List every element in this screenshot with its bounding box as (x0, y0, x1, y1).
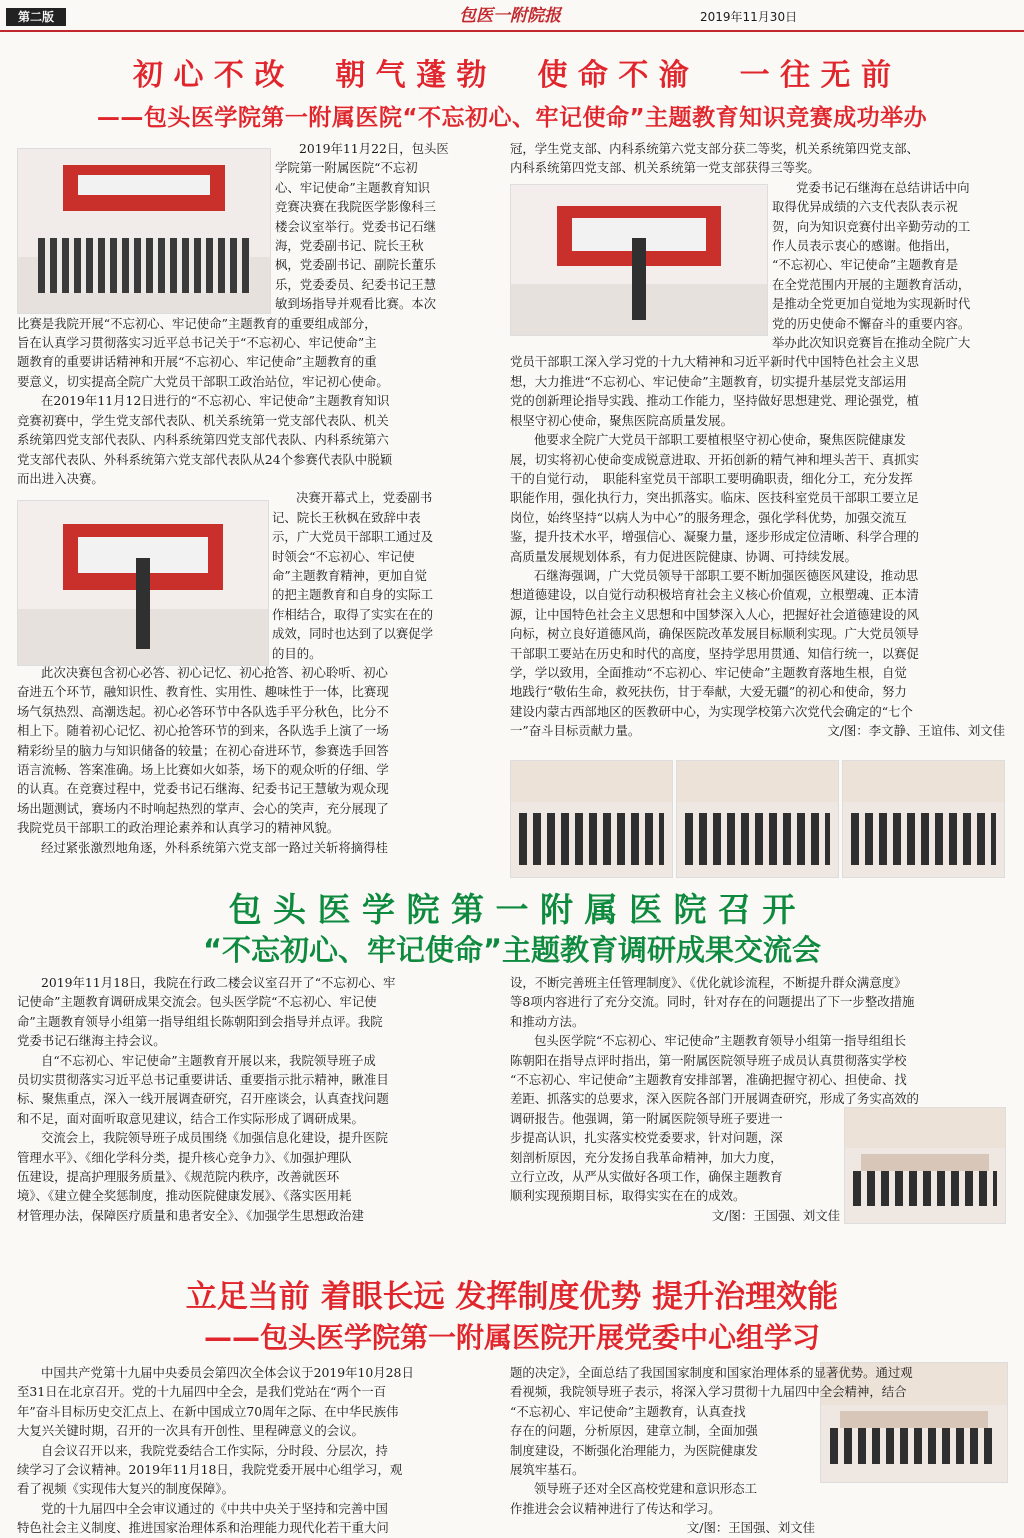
text-line: 根坚守初心使命，聚焦医院高质量发展。 (510, 412, 734, 428)
text-line: 而出进入决赛。 (17, 470, 104, 486)
text-line: 制度建设，不断强化治理能力，为医院健康发 (510, 1442, 758, 1458)
text-line: 竞赛初赛中，学生党支部代表队、机关系统第一党支部代表队、机关 (17, 412, 389, 428)
text-line: 建设内蒙古西部地区的医教研中心，为实现学校第六次党代会确定的“七个 (510, 703, 913, 719)
text-line: 此次决赛包含初心必答、初心记忆、初心抢答、初心聆听、初心 (41, 664, 388, 680)
article2-title: 包 头 医 学 院 第 一 附 属 医 院 召 开 (228, 890, 796, 929)
text-line: 员切实贯彻落实习近平总书记重要讲话、重要指示批示精神，瞅准目 (17, 1072, 389, 1088)
text-line: 2019年11月22日，包头医 (299, 141, 449, 156)
text-line: 岗位，始终坚持“以病人为中心”的服务理念，强化学科优势，加强交流互 (510, 509, 907, 525)
issue-date: 2019年11月30日 (700, 10, 798, 24)
text-line: 他要求全院广大党员干部职工要植根坚守初心使命，聚焦医院健康发 (534, 432, 906, 448)
text-line: 时领会“不忘初心、牢记使 (272, 548, 415, 564)
text-line: 续学习了会议精神。2019年11月18日，我院党委开展中心组学习，观 (17, 1462, 403, 1478)
text-line: 要意义，切实提高全院广大党员干部职工政治站位，牢记初心使命。 (17, 373, 389, 389)
text-line: 包头医学院“不忘初心、牢记使命”主题教育领导小组第一指导组组长 (534, 1033, 906, 1049)
text-line: 看了视频《实现伟大复兴的制度保障》。 (17, 1481, 234, 1497)
text-line: 场气氛热烈、高潮迭起。初心必答环节中各队选手平分秋色，比分不 (17, 703, 389, 719)
text-line: 比赛是我院开展“不忘初心、牢记使命”主题教育的重要组成部分， (17, 315, 377, 331)
text-line: 设，不断完善班主任管理制度》、《优化就诊流程，不断提升群众满意度》 (510, 975, 907, 990)
text-line: 党的十九届四中全会审议通过的《中共中央关于坚持和完善中国 (41, 1500, 388, 1516)
text-line: 调研报告。他强调，第一附属医院领导班子要进一 (510, 1110, 783, 1126)
text-line: 特色社会主义制度、推进国家治理体系和治理能力现代化若干重大问 (17, 1520, 389, 1536)
text-line: 立行立改，从严从实做好各项工作，确保主题教育 (510, 1169, 783, 1185)
edition-label: 第二版 (6, 8, 66, 26)
article-credit: 文/图：李文静、王谊伟、刘文佳 (827, 723, 1005, 739)
text-line: 精彩纷呈的脑力与知识储备的较量；在初心奋进环节，参赛选手回答 (17, 742, 389, 758)
text-line: 材管理办法，保障医疗质量和患者安全》、《加强学生思想政治建 (17, 1207, 364, 1223)
text-line: 干的自觉行动， 职能科室党员干部职工要明确职责，细化分工，充分发挥 (510, 470, 913, 486)
text-line: 鉴，提升技术水平，增强信心、凝聚力量，逐步形成定位清晰、科学合理的 (510, 529, 919, 545)
text-line: 等8项内容进行了充分交流。同时，针对存在的问题提出了下一步整改措施 (510, 994, 915, 1010)
text-line: 我院党员干部职工的政治理论素养和认真学习的精神风貌。 (17, 820, 340, 836)
article-credit: 文/图：王国强、刘文佳 (711, 1207, 840, 1223)
text-line: 党的创新理论指导实践、推动工作能力，坚持做好思想建党、理论强党，植 (510, 393, 919, 409)
text-line: 想，大力推进“不忘初心、牢记使命”主题教育，切实提升基层党支部运用 (510, 373, 907, 389)
text-line: 存在的问题，分析原因，建章立制，全面加强 (510, 1423, 758, 1439)
photo-audience-2 (676, 760, 839, 878)
article-credit: 文/图：王国强、刘文佳 (686, 1520, 815, 1536)
text-line: 展，切实将初心使命变成锐意进取、开拓创新的精气神和埋头苦干、真抓实 (510, 451, 919, 467)
text-line: 经过紧张激烈地角逐，外科系统第六党支部一路过关斩将摘得桂 (41, 839, 388, 855)
text-line: 在2019年11月12日进行的“不忘初心、牢记使命”主题教育知识 (41, 393, 390, 409)
text-line: 展筑牢基石。 (510, 1462, 585, 1478)
text-line: 成效，同时也达到了以赛促学 (272, 626, 434, 642)
text-line: 的认真。在竞赛过程中，党委书记石继海、纪委书记王慧敏为观众现 (17, 781, 389, 797)
article3-right-column (510, 1363, 1005, 1536)
article3-subtitle: ——包头医学院第一附属医院开展党委中心组学习 (203, 1321, 820, 1354)
text-line: 中国共产党第十九届中央委员会第四次全体会议于2019年10月28日 (41, 1365, 414, 1380)
photo-audience-3 (842, 760, 1005, 878)
text-line: 竞赛决赛在我院医学影像科三 (275, 199, 437, 215)
text-line: 石继海强调，广大党员领导干部职工要不断加强医德医风建设，推动思 (534, 567, 919, 583)
text-line: 看视频，我院领导班子表示，将深入学习贯彻十九届四中全会精神，结合 (510, 1384, 907, 1400)
text-line: 取得优异成绩的六支代表队表示祝 (772, 199, 958, 215)
text-line: 旨在认真学习贯彻落实习近平总书记关于“不忘初心、牢记使命”主 (17, 335, 377, 351)
text-line: 是推动全党更加自觉地为实现新时代 (772, 296, 971, 312)
text-line: 党委书记石继海主持会议。 (17, 1033, 166, 1049)
text-line: 学院第一附属医院“不忘初 (275, 160, 418, 176)
text-line: 标、聚焦重点，深入一线开展调查研究，召开座谈会，认真查找问题 (17, 1091, 389, 1107)
text-line: 乐，党委委员、纪委书记王慧 (275, 276, 437, 292)
article2-subtitle: “不忘初心、牢记使命”主题教育调研成果交流会 (202, 933, 822, 967)
text-line: 领导班子还对全区高校党建和意识形态工 (534, 1481, 758, 1497)
text-line: 举办此次知识竞赛旨在推动全院广大 (772, 335, 971, 351)
text-line: 的目的。 (272, 645, 322, 661)
header-rule (0, 30, 1024, 32)
text-line: 楼会议室举行。党委书记石继 (275, 218, 437, 234)
text-line: 源，让中国特色社会主义思想和中国梦深入人心，把握好社会道德建设的风 (510, 606, 919, 622)
text-line: 境》、《建立健全奖惩制度，推动医院健康发展》、《落实医用耗 (17, 1188, 352, 1204)
text-line: 记、院长王秋枫在致辞中表 (272, 509, 421, 525)
text-line: 的把主题教育和自身的实际工 (272, 587, 434, 603)
text-line: 陈朝阳在指导点评时指出，第一附属医院领导班子成员认真贯彻落实学校 (510, 1052, 907, 1068)
text-line: 记使命”主题教育调研成果交流会。包头医学院“不忘初心、牢记使 (17, 994, 377, 1010)
text-line: 内科系统第四党支部、机关系统第一党支部获得三等奖。 (510, 160, 820, 176)
article2-left-column (17, 973, 507, 1233)
text-line: 2019年11月18日，我院在行政二楼会议室召开了“不忘初心、牢 (41, 975, 396, 990)
text-line: 职能作用，强化执行力，突出抓落实。临床、医技科室党员干部职工要立足 (510, 490, 919, 506)
text-line: 冠，学生党支部、内科系统第六党支部分获二等奖，机关系统第四党支部、 (510, 141, 919, 156)
text-line: 和不足，面对面听取意见建议，结合工作实际形成了调研成果。 (17, 1110, 364, 1126)
article1-right-column (510, 139, 1005, 759)
text-line: 大复兴关键时期，召开的一次具有开创性、里程碑意义的会议。 (17, 1423, 364, 1439)
text-line: “不忘初心、牢记使命”主题教育安排部署，准确把握守初心、担使命、找 (510, 1072, 907, 1088)
text-line: 自会议召开以来，我院党委结合工作实际，分时段、分层次，持 (41, 1442, 388, 1458)
text-line: 交流会上，我院领导班子成员围绕《加强信息化建设，提升医院 (41, 1130, 388, 1146)
text-line: 至31日在北京召开。党的十九届四中全会，是我们党站在“两个一百 (17, 1384, 387, 1400)
text-line: 刻剖析原因，充分发扬自我革命精神，加大力度， (510, 1149, 783, 1165)
text-line: 作相结合，取得了实实在在的 (272, 606, 434, 622)
article3-title: 立足当前 着眼长远 发挥制度优势 提升治理效能 (185, 1279, 839, 1315)
text-line: 一”奋斗目标贡献力量。 (510, 723, 641, 739)
article1-subtitle: ——包头医学院第一附属医院“不忘初心、牢记使命”主题教育知识竞赛成功举办 (96, 105, 928, 131)
text-line: 决赛开幕式上，党委副书 (296, 490, 433, 506)
text-line: 想道德建设，以自觉行动积极培育社会主义核心价值观，立根塑魂、正本清 (510, 587, 919, 603)
text-line: 顺利实现预期目标，取得实实在在的成效。 (510, 1188, 746, 1204)
text-line: 自“不忘初心、牢记使命”主题教育开展以来，我院领导班子成 (41, 1052, 376, 1068)
text-line: 示，广大党员干部职工通过及 (272, 529, 434, 545)
text-line: 差距、抓落实的总要求，深入医院各部门开展调查研究，形成了务实高效的 (510, 1091, 919, 1107)
text-line: 相上下。随着初心记忆、初心抢答环节的到来，各队选手上演了一场 (17, 723, 389, 739)
text-line: 作人员表示衷心的感谢。他指出， (772, 238, 958, 254)
text-line: 场出题测试，赛场内不时响起热烈的掌声、会心的笑声，充分展现了 (17, 800, 389, 816)
text-line: 命”主题教育精神，更加自觉 (272, 567, 428, 583)
text-line: 年”奋斗目标历史交汇点上、在新中国成立70周年之际、在中华民族伟 (17, 1403, 399, 1419)
text-line: “不忘初心、牢记使命”主题教育是 (772, 257, 959, 273)
masthead: 包医一附院报 (459, 6, 561, 26)
text-line: 管理水平》、《细化学科分类，提升核心竞争力》、《加强护理队 (17, 1149, 352, 1165)
text-line: 党员干部职工深入学习党的十九大精神和习近平新时代中国特色社会主义思 (510, 354, 919, 370)
text-line: 题的决定》，全面总结了我国国家制度和国家治理体系的显著优势。通过观 (510, 1365, 913, 1380)
text-line: 党支部代表队、外科系统第六党支部代表队从24个参赛代表队中脱颖 (17, 451, 393, 467)
text-line: 系统第四党支部代表队、内科系统第四党支部代表队、内科系统第六 (17, 432, 389, 448)
text-line: 步提高认识，扎实落实校党委要求，针对问题，深 (510, 1130, 783, 1146)
text-line: 题教育的重要讲话精神和开展“不忘初心、牢记使命”主题教育的重 (17, 354, 377, 370)
text-line: “不忘初心、牢记使命”主题教育，认真查找 (510, 1403, 746, 1419)
text-line: 在全党范围内开展的主题教育活动， (772, 276, 971, 292)
photo-audience-1 (510, 760, 673, 878)
text-line: 心、牢记使命”主题教育知识 (275, 179, 431, 195)
text-line: 地践行“敬佑生命，救死扶伤，甘于奉献，大爱无疆”的初心和使命，努力 (510, 684, 907, 700)
text-line: 海，党委副书记、院长王秋 (275, 238, 424, 254)
text-line: 奋进五个环节，融知识性、教育性、实用性、趣味性于一体，比赛现 (17, 684, 389, 700)
text-line: 作推进会会议精神进行了传达和学习。 (510, 1500, 721, 1516)
text-line: 和推动方法。 (510, 1013, 585, 1029)
text-line: 伍建设，提高护理服务质量》、《规范院内秩序，改善就医环 (17, 1169, 340, 1185)
text-line: 干部职工要站在历史和时代的高度，坚持学思用贯通、知信行统一，以赛促 (510, 645, 919, 661)
text-line: 学，学以致用，全面推动“不忘初心、牢记使命”主题教育落地生根，自觉 (510, 664, 907, 680)
article2-right-column (510, 973, 1005, 1258)
article3-left-column (17, 1363, 507, 1536)
text-line: 贺，向为知识竞赛付出辛勤劳动的工 (772, 218, 971, 234)
text-line: 命”主题教育领导小组第一指导组组长陈朝阳到会指导并点评。我院 (17, 1013, 383, 1029)
text-line: 向标，树立良好道德风尚，确保医院改革发展目标顺利实现。广大党员领导 (510, 626, 919, 642)
text-line: 党委书记石继海在总结讲话中向 (796, 179, 970, 195)
text-line: 党的历史使命不懈奋斗的重要内容。 (772, 315, 971, 331)
text-line: 高质量发展规划体系，有力促进医院健康、协调、可持续发展。 (510, 548, 857, 564)
text-line: 枫，党委副书记、副院长董乐 (275, 257, 437, 273)
text-line: 敏到场指导并观看比赛。本次 (275, 296, 437, 312)
text-line: 语言流畅、答案准确。场上比赛如火如荼，场下的观众听的仔细、学 (17, 762, 389, 777)
article1-title: 初 心 不 改 朝 气 蓬 勃 使 命 不 渝 一 往 无 前 (133, 58, 891, 93)
article1-left-column (17, 139, 507, 880)
